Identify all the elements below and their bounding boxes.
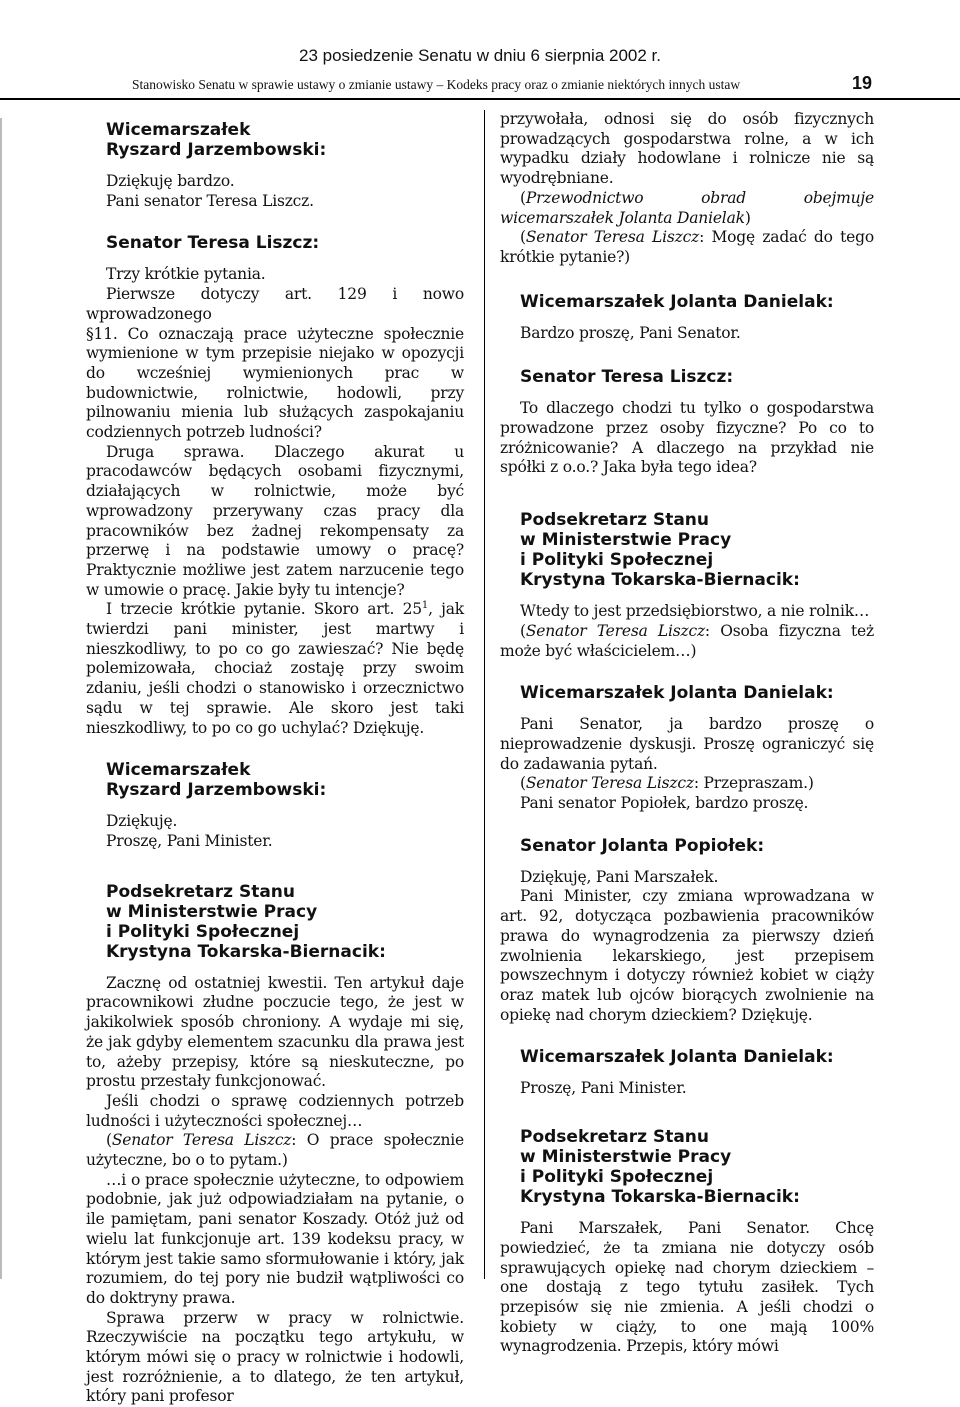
- speaker-name: Krystyna Tokarska-Biernacik:: [520, 570, 800, 591]
- speaker-name: Wicemarszałek Jolanta Danielak:: [520, 291, 834, 312]
- paragraph: Pani Minister, czy zmiana wprowadzana w art. 92, dotycząca pozbawienia pracowników prawa do wynagrodzenia za pierwszy dzień zwolnienia lekarskiego, jest przepisem powszechnym i dotyczy również kobiet w ciąży oraz matek lub ojców biorących zwolnienie na opiekę nad chorym dzieckiem? Dziękuję.: [500, 887, 874, 1024]
- text-run: (: [520, 621, 526, 640]
- paragraph: [86, 600, 464, 738]
- paragraph: przywołała, odnosi się do osób fizycznych prowadzących gospodarstwa rolne, a w ich wypadku działy hodowlane i rolnicze nie są wyodrębniane.: [500, 110, 874, 188]
- paragraph: To dlaczego chodzi tu tylko o gospodarstwa prowadzone przez osoby fizyczne? Po co to zróżnicowanie? A dlaczego na przykład nie spółki z o.o.? Jaka była tego idea?: [500, 399, 874, 477]
- stage-direction: Przewodnictwo obrad obejmuje wicemarszałek Jolanta Danielak: [500, 188, 874, 227]
- paragraph: Proszę, Pani Minister.: [520, 1079, 687, 1098]
- paragraph: [86, 1131, 464, 1170]
- speaker-title: i Polityki Społecznej: [106, 921, 300, 942]
- text-run: (: [520, 774, 526, 793]
- text-run: : Osoba fizyczna też może być właścicielem…): [500, 621, 874, 660]
- paragraph: Sprawa przerw w pracy w rolnictwie. Rzeczywiście na początku tego artykułu, w którym mówi się o pracy w rolnictwie i hodowli, jest rozróżnienie, a to dlatego, że ten artykuł, który pani profesor: [86, 1308, 464, 1406]
- speaker-name: Wicemarszałek Jolanta Danielak:: [520, 683, 834, 704]
- paragraph: [500, 622, 874, 661]
- speaker-heading: [106, 120, 464, 160]
- paragraph: [500, 774, 874, 794]
- paragraph: Pani senator Teresa Liszcz.: [106, 191, 314, 210]
- speaker-heading: [520, 510, 874, 590]
- speaker-title: i Polityki Społecznej: [520, 550, 714, 571]
- paragraph: Pani Marszałek, Pani Senator. Chcę powiedzieć, że ta zmiana nie dotyczy osób sprawujących opiekę nad chorym dzieckiem – one dostają z tego tytułu zasiłek. Tych przepisów się nie zmienia. A jeśli chodzi o kobiety w ciąży, to one mają 100% wynagrodzenia. Przepis, który mówi: [500, 1219, 874, 1356]
- header-title: 23 posiedzenie Senatu w dniu 6 sierpnia 2002 r.: [299, 46, 661, 65]
- speaker-name: Ryszard Jarzembowski:: [106, 140, 327, 160]
- text-run: : Mogę zadać do tego krótkie pytanie?): [500, 228, 874, 266]
- header-subtitle: Stanowisko Senatu w sprawie ustawy o zmianie ustawy – Kodeks pracy oraz o zmianie niektórych innych ustaw: [132, 77, 741, 92]
- paragraph: [500, 228, 874, 267]
- speaker-heading: [520, 836, 874, 856]
- text-run: (: [520, 188, 526, 207]
- speaker-title: i Polityki Społecznej: [520, 1167, 714, 1188]
- speaker-title: w Ministerstwie Pracy: [520, 530, 732, 551]
- speaker-heading: [106, 233, 464, 253]
- paragraph: Jeśli chodzi o sprawę codziennych potrzeb ludności i użyteczności społecznej…: [86, 1091, 464, 1130]
- speaker-name: Senator Teresa Liszcz:: [106, 233, 320, 254]
- speaker-aside: Senator Teresa Liszcz: [525, 228, 700, 247]
- paragraph: Pierwsze dotyczy art. 129 i nowo wprowadzonego: [86, 285, 464, 323]
- speaker-heading: [106, 760, 464, 800]
- speaker-heading: [520, 292, 874, 312]
- page-number: 19: [852, 73, 873, 93]
- paragraph: Druga sprawa. Dlaczego akurat u pracodawców będących osobami fizycznymi, działających w rolnictwie, może być wprowadzony przerywany czas pracy dla pracowników bez żadnej rekompensaty za przerwę i na podstawie umowy o pracę? Praktycznie możliwe jest zatem narzucenie tego w umowie o pracę. Jakie były tu intencje?: [86, 442, 464, 599]
- speaker-aside: Senator Teresa Liszcz: [525, 774, 694, 793]
- speaker-title: Podsekretarz Stanu: [520, 510, 710, 531]
- speaker-title: Podsekretarz Stanu: [106, 881, 296, 902]
- speaker-name: Ryszard Jarzembowski:: [106, 780, 327, 801]
- paragraph: Bardzo proszę, Pani Senator.: [520, 323, 741, 342]
- text-run: , jak twierdzi pani minister, jest martwy i nieszkodliwy, to po co go zawieszać? Nie będę polemizowała, chociaż zostaję przy swoim zdaniu, jeśli chodzi o stanowisko i orzecznictwo sądu w tej sprawie. Ale skoro jest taki nieszkodliwy, to po co go uchylać? Dziękuję.: [86, 600, 464, 737]
- text-run: : Przepraszam.): [693, 774, 814, 793]
- left-column: [86, 110, 464, 1407]
- paragraph: Trzy krótkie pytania.: [106, 265, 266, 284]
- text-run: (: [106, 1131, 112, 1150]
- speaker-heading: [106, 882, 464, 962]
- paragraph: Dziękuję, Pani Marszałek.: [520, 867, 719, 886]
- speaker-aside: Senator Teresa Liszcz: [525, 621, 705, 640]
- paragraph: Zacznę od ostatniej kwestii. Ten artykuł daje pracownikowi złudne poczucie tego, że jest w jakikolwiek sposób chroniony. A wydaje mi się, że jak gdyby elementem szacunku dla prawa jest to, ażeby przepisy, które są nieskuteczne, po prostu przestały funkcjonować.: [86, 973, 464, 1091]
- paragraph: Pani Senator, ja bardzo proszę o nieprowadzenie dyskusji. Proszę ograniczyć się do zadawania pytań.: [500, 715, 874, 773]
- speaker-heading: [520, 367, 874, 387]
- speaker-heading: [520, 1047, 874, 1067]
- right-column: [500, 110, 874, 1357]
- paragraph: §11. Co oznaczają prace użyteczne społecznie wymienione w tym przepisie niejako w opozycji do wcześniej wymienionych prac w budownictwie, rolnictwie, hodowli, przy pilnowaniu mienia lub służących zaspokajaniu codziennych potrzeb ludności?: [86, 324, 464, 442]
- speaker-name: Senator Jolanta Popiołek:: [520, 835, 765, 856]
- speaker-name: Krystyna Tokarska-Biernacik:: [520, 1187, 800, 1208]
- speaker-title: w Ministerstwie Pracy: [520, 1147, 732, 1168]
- page-edge: [0, 118, 2, 1279]
- speaker-name: Senator Teresa Liszcz:: [520, 367, 734, 388]
- paragraph: Proszę, Pani Minister.: [106, 831, 273, 850]
- paragraph: Dziękuję.: [106, 812, 178, 831]
- speaker-title: Wicemarszałek: [106, 760, 251, 781]
- text-run: I trzecie krótkie pytanie. Skoro art. 25: [106, 600, 422, 619]
- paragraph: …i o prace społecznie użyteczne, to odpowiem podobnie, jak już odpowiadziałam na pytanie, o ile pamiętam, pani senator Koszady. Otóż już od wielu lat funkcjonuje art. 139 kodeksu pracy, w którym jest takie samo sformułowanie i który, jak rozumiem, do tej pory nie budził wątpliwości co do doktryny prawa.: [86, 1170, 464, 1307]
- speaker-title: Podsekretarz Stanu: [520, 1127, 710, 1148]
- speaker-title: w Ministerstwie Pracy: [106, 901, 318, 922]
- text-run: : O prace społecznie użyteczne, bo o to pytam.): [86, 1131, 464, 1170]
- speaker-name: Krystyna Tokarska-Biernacik:: [106, 941, 386, 962]
- speaker-heading: [520, 683, 874, 703]
- speaker-title: Wicemarszałek: [106, 120, 251, 140]
- speaker-heading: [520, 1127, 874, 1207]
- speaker-name: Wicemarszałek Jolanta Danielak:: [520, 1047, 834, 1068]
- speaker-aside: Senator Teresa Liszcz: [111, 1131, 292, 1150]
- text-run: (: [520, 228, 526, 247]
- paragraph: [500, 189, 874, 228]
- paragraph: Dziękuję bardzo.: [106, 172, 235, 190]
- column-divider: [484, 110, 485, 1279]
- superscript: 1: [421, 600, 429, 612]
- header-rule: [0, 98, 960, 100]
- paragraph: Pani senator Popiołek, bardzo proszę.: [520, 794, 809, 813]
- paragraph: Wtedy to jest przedsiębiorstwo, a nie rolnik…: [520, 602, 870, 621]
- text-run: ): [744, 208, 751, 227]
